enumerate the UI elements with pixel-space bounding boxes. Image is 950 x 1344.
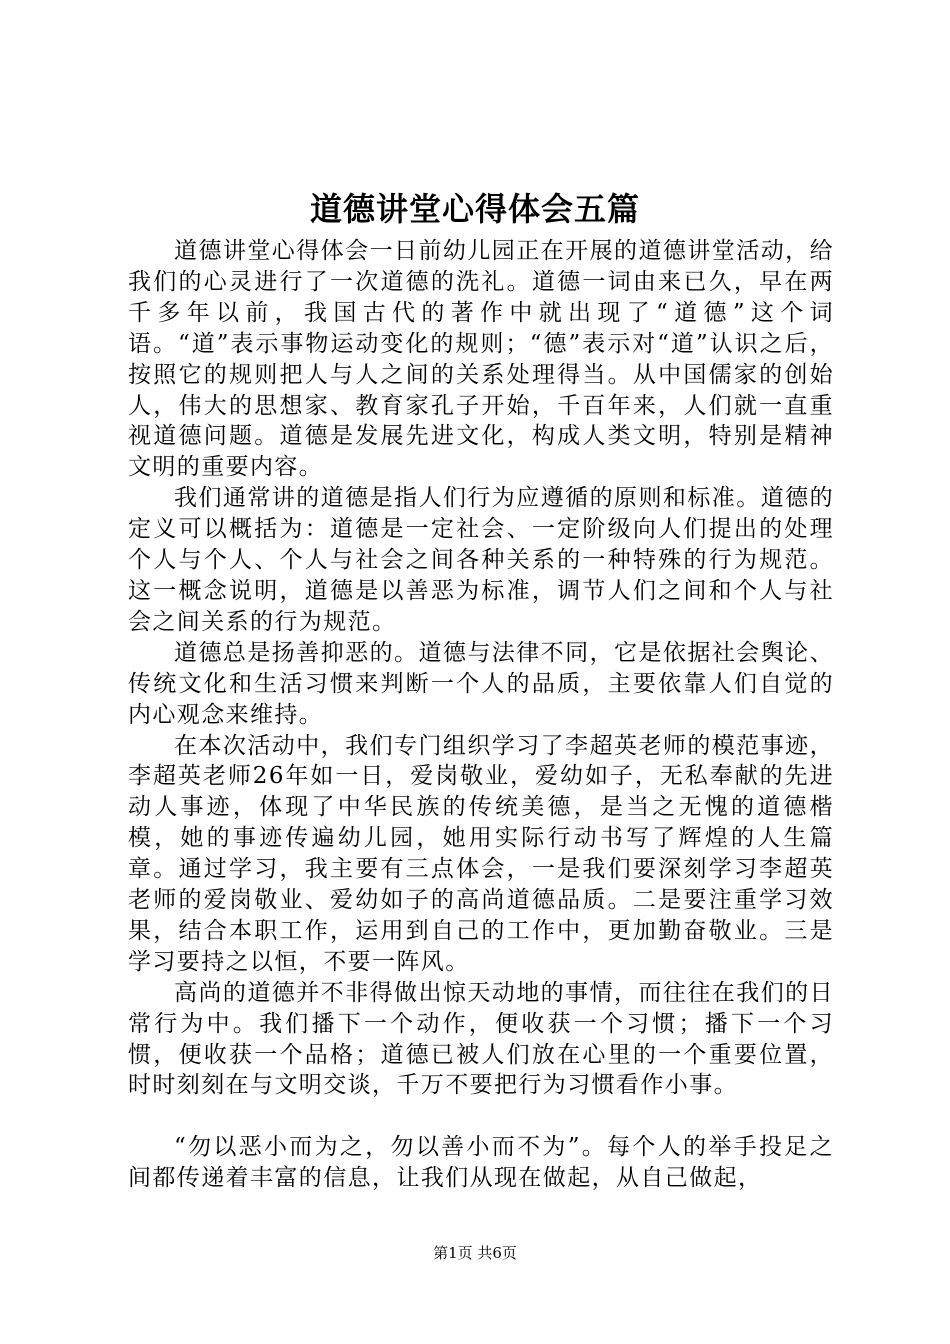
paragraph-3: 道德总是扬善抑恶的。道德与法律不同，它是依据社会舆论、传统文化和生活习惯来判断一个人的品质，主要依靠人们自觉的内心观念来维持。 [128, 639, 834, 728]
paragraph-4: 在本次活动中，我们专门组织学习了李超英老师的模范事迹，李超英老师26年如一日，爱岗敬业，爱幼如子，无私奉献的先进动人事迹，体现了中华民族的传统美德，是当之无愧的道德楷模，她的事迹传遍幼儿园，她用实际行动书写了辉煌的人生篇章。通过学习，我主要有三点体会，一是我们要深刻学习李超英老师的爱岗敬业、爱幼如子的高尚道德品质。二是要注重学习效果，结合本职工作，运用到自己的工作中，更加勤奋敬业。三是学习要持之以恒，不要一阵风。 [128, 732, 834, 975]
paragraph-6: “勿以恶小而为之，勿以善小而不为”。每个人的举手投足之间都传递着丰富的信息，让我们从现在做起，从自己做起， [128, 1134, 834, 1192]
paragraph-1: 道德讲堂心得体会一日前幼儿园正在开展的道德讲堂活动，给我们的心灵进行了一次道德的洗礼。道德一词由来已久，早在两千多年以前，我国古代的著作中就出现了“道德”这个词语。“道”表示事物运动变化的规则；“德”表示对“道”认识之后，按照它的规则把人与人之间的关系处理得当。从中国儒家的创始人，伟大的思想家、教育家孔子开始，千百年来，人们就一直重视道德问题。道德是发展先进文化，构成人类文明，特别是精神文明的重要内容。 [128, 238, 834, 481]
page-footer: 第1页 共6页 [433, 1244, 517, 1262]
document-title: 道德讲堂心得体会五篇 [309, 190, 640, 228]
paragraph-2: 我们通常讲的道德是指人们行为应遵循的原则和标准。道德的定义可以概括为：道德是一定社会、一定阶级向人们提出的处理个人与个人、个人与社会之间各种关系的一种特殊的行为规范。这一概念说明，道德是以善恶为标准，调节人们之间和个人与社会之间关系的行为规范。 [128, 485, 834, 635]
document-body [128, 236, 834, 1194]
paragraph-5: 高尚的道德并不非得做出惊天动地的事情，而往往在我们的日常行为中。我们播下一个动作，便收获一个习惯；播下一个习惯，便收获一个品格；道德已被人们放在心里的一个重要位置，时时刻刻在与文明交谈，千万不要把行为习惯看作小事。 [128, 979, 834, 1099]
